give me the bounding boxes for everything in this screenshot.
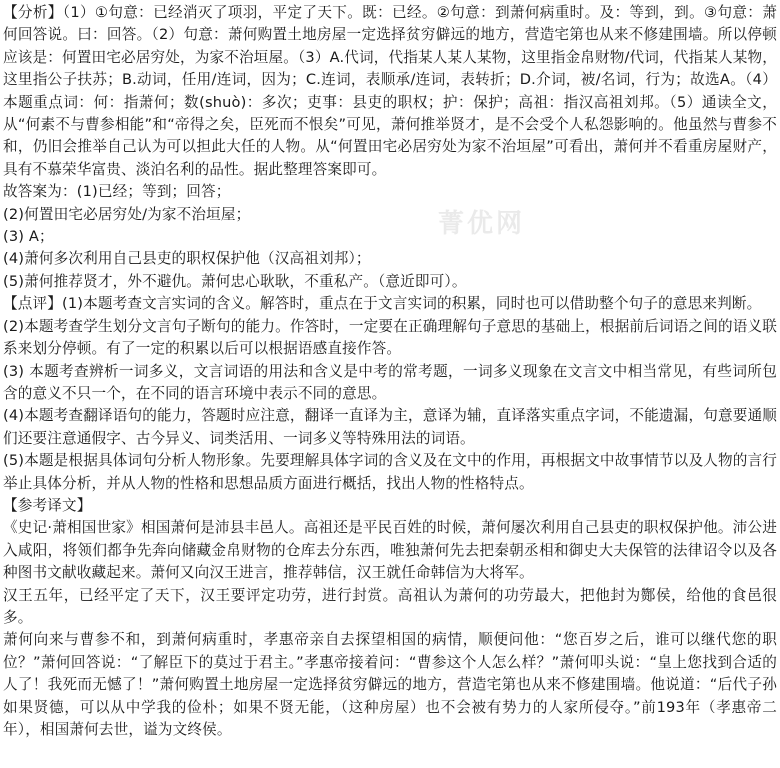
- watermark-logo: 菁优网: [438, 209, 526, 239]
- answer-item-5: (5)萧何推荐贤才，外不避仇。萧何忠心耿耿，不重私产。（意近即可）。: [3, 272, 467, 290]
- comment-item-1: 【点评】(1)本题考查文言实词的含义。解答时，重点在于文言实词的积累，同时也可以借助整个句子的意思来判断。: [3, 295, 762, 313]
- answer-item-2: (2)何置田宅必居穷处/为家不治垣屋；: [3, 205, 251, 223]
- comment-item-3: (3) 本题考查辨析一词多义，文言词语的用法和含义是中考的常考题，一词多义现象在文言文中相当常见，有些词所包含的意义不只一个，在不同的语言环境中表示不同的意思。: [3, 362, 777, 402]
- comment-item-2: (2)本题考查学生划分文言句子断句的能力。作答时，一定要在正确理解句子意思的基础上，根据前后词语之间的语义联系来划分停顿。有了一定的积累以后可以根据语感直接作答。: [3, 317, 777, 358]
- comment-item-5: (5)本题是根据具体词句分析人物形象。先要理解具体字词的含义及在文中的作用，再根据文中故事情节以及人物的言行举止具体分析，并从人物的性格和思想品质方面进行概括，找出人物的性格特点。: [3, 452, 777, 492]
- translation-paragraph-2: 汉王五年，已经平定了天下，汉王要评定功劳，进行封赏。高祖认为萧何的功劳最大，把他封为酂侯，给他的食邑很多。: [3, 586, 777, 626]
- answer-item-4: (4)萧何多次利用自己县吏的职权保护他（汉高祖刘邦）；: [3, 250, 371, 268]
- translation-paragraph-3: 萧何向来与曹参不和，到萧何病重时，孝惠帝亲自去探望相国的病情，顺便问他：“您百岁之后，谁可以继代您的职位？”萧何回答说：“了解臣下的莫过于君主。”孝惠帝接着问：“曹参这个人怎么样？”萧何叩头说：“皇上您找到合适的人了！我死而无憾了！”萧何购置土地房屋一定选择贫穷僻远的地方，营造宅第也从来不修建围墙。他说道：“后代子孙如果贤德，可以从中学我的俭朴；如果不贤无能，（这种房屋）也不会被有势力的人家所侵夺。”前193年（孝惠帝二年），相国萧何去世，谥为文终侯。: [3, 631, 777, 738]
- comment-item-4: (4)本题考查翻译语句的能力，答题时应注意，翻译一直译为主，意译为辅，直译落实重点字词，不能遗漏，句意要通顺们还要注意通假字、古今异义、词类活用、一词多义等特殊用法的词语。: [3, 407, 777, 447]
- answer-item-3: (3) A；: [3, 228, 54, 246]
- analysis-paragraph: 【分析】（1）①句意：已经消灭了项羽，平定了天下。既：已经。②句意：到萧何病重时。及：等到，到。③句意：萧何回答说。曰：回答。（2）句意：萧何购置土地房屋一定选择贫穷僻远的地方，营造宅第也从来不修建围墙。所以停顿应该是：何置田宅必居穷处，为家不治垣屋。（3）A.代词，代指某人某人某物，这里指金帛财物/代词，代指某人某物，这里指公子扶苏；B.动词，任用/连词，因为；C.连词，表顺承/连词，表转折；D.介词，被/名词，行为；故选A。（4）本题重点词：何：指萧何；数(shuò)：多次；吏事：县吏的职权；护：保护；高祖：指汉高祖刘邦。（5）通读全文，从“何素不与曹参相能”和“帝得之矣，臣死而不恨矣”可见，萧何推举贤才，是不会受个人私怨影响的。他虽然与曹参不和，仍旧会推举自己认为可以担此大任的人物。从“何置田宅必居穷处为家不治垣屋”可看出，萧何并不看重房屋财产，具有不慕荣华富贵、淡泊名利的品性。据此整理答案即可。: [3, 4, 777, 178]
- translation-paragraph-1: 《史记·萧相国世家》相国萧何是沛县丰邑人。高祖还是平民百姓的时候，萧何屡次利用自己县吏的职权保护他。沛公进入咸阳，将领们都争先奔向储藏金帛财物的仓库去分东西，唯独萧何先去把秦朝丞相和御史大夫保管的法律诏令以及各种图书文献收藏起来。萧何又向汉王进言，推荐韩信，汉王就任命韩信为大将军。: [3, 519, 777, 582]
- answer-summary: 故答案为：(1)已经；等到；回答；: [3, 183, 231, 201]
- translation-title: 【参考译文】: [3, 496, 92, 514]
